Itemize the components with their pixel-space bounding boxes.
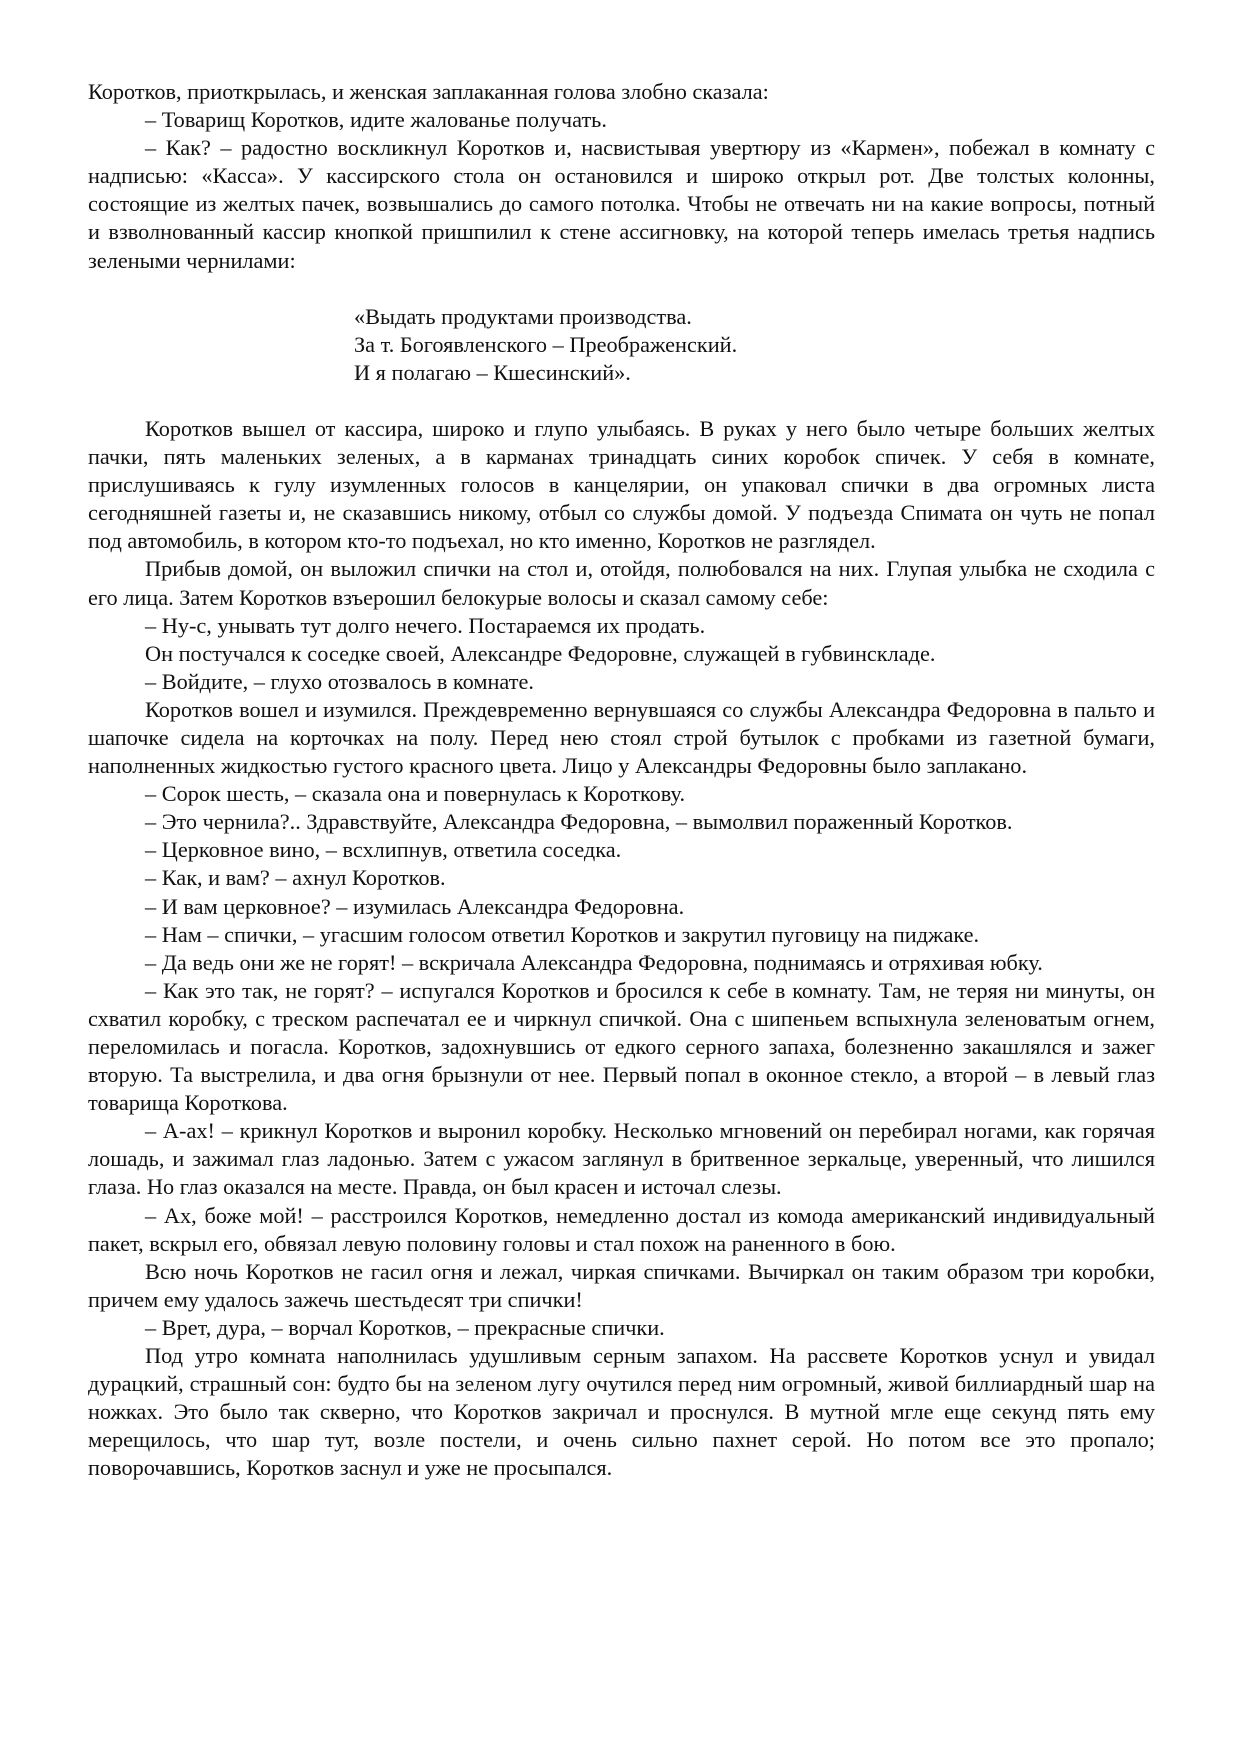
quote-line: И я полагаю – Кшесинский». <box>354 359 631 385</box>
paragraph: Коротков вошел и изумился. Преждевременно вернувшаяся со службы Александра Федоровна в пальто и шапочке сидела на корточках на полу. Перед нею стоял строй бутылок с пробками из газетной бумаги, наполненных жидкостью густого красного цвета. Лицо у Александры Федоровны было заплакано. <box>88 696 1155 779</box>
paragraph-dialogue: – Нам – спички, – угасшим голосом ответил Коротков и закрутил пуговицу на пиджаке. <box>145 921 980 947</box>
paragraph: Прибыв домой, он выложил спички на стол и, отойдя, полюбовался на них. Глупая улыбка не сходила с его лица. Затем Коротков взъерошил белокурые волосы и сказал самому себе: <box>88 556 1155 610</box>
paragraph-dialogue: – Как, и вам? – ахнул Коротков. <box>145 865 446 891</box>
paragraph-dialogue: – Сорок шесть, – сказала она и повернулась к Короткову. <box>145 781 686 807</box>
paragraph-dialogue: – Ну-с, унывать тут долго нечего. Постараемся их продать. <box>145 612 706 638</box>
paragraph-dialogue: – Да ведь они же не горят! – вскричала Александра Федоровна, поднимаясь и отряхивая юбку. <box>145 949 1043 975</box>
paragraph-dialogue: – Товарищ Коротков, идите жалованье получать. <box>145 107 607 133</box>
paragraph: – А-ах! – крикнул Коротков и выронил коробку. Несколько мгновений он перебирал ногами, как горячая лошадь, и зажимал глаз ладонью. Затем с ужасом заглянул в бритвенное зеркальце, уверенный, что лишился глаза. Но глаз оказался на месте. Правда, он был красен и источал слезы. <box>88 1118 1155 1200</box>
assignment-quote <box>354 303 1155 387</box>
paragraph: Он постучался к соседке своей, Александре Федоровне, служащей в губвинскладе. <box>145 640 936 666</box>
paragraph: – Как это так, не горят? – испугался Коротков и бросился к себе в комнату. Там, не теряя ни минуты, он схватил коробку, с треском распечатал ее и чиркнул спичкой. Она с шипеньем вспыхнула зеленоватым огнем, переломилась и погасла. Коротков, задохнувшись от едкого серного запаха, болезненно закашлялся и зажег вторую. Та выстрелила, и два огня брызнули от нее. Первый попал в оконное стекло, а второй – в левый глаз товарища Короткова. <box>88 977 1155 1116</box>
paragraph-dialogue: – Войдите, – глухо отозвалось в комнате. <box>145 668 534 694</box>
paragraph: – Ах, боже мой! – расстроился Коротков, немедленно достал из комода американский индивидуальный пакет, вскрыл его, обвязал левую половину головы и стал похож на раненного в бою. <box>88 1202 1155 1256</box>
paragraph-dialogue: – И вам церковное? – изумилась Александра Федоровна. <box>145 893 685 919</box>
quote-line: «Выдать продуктами производства. <box>354 303 692 329</box>
paragraph-dialogue: – Врет, дура, – ворчал Коротков, – прекрасные спички. <box>145 1314 665 1340</box>
paragraph-cash-desk: – Как? – радостно воскликнул Коротков и, насвистывая увертюру из «Кармен», побежал в комнату с надписью: «Касса». У кассирского стола он остановился и широко открыл рот. Две толстых колонны, состоящие из желтых пачек, возвышались до самого потолка. Чтобы не отвечать ни на какие вопросы, потный и взволнованный кассир кнопкой пришпилил к стене ассигновку, на которой теперь имелась третья надпись зелеными чернилами: <box>88 135 1155 273</box>
paragraph-dialogue: – Это чернила?.. Здравствуйте, Александра Федоровна, – вымолвил пораженный Коротков. <box>145 809 1013 835</box>
paragraph-dialogue: – Церковное вино, – всхлипнув, ответила соседка. <box>145 837 622 863</box>
document-page <box>88 78 1155 1483</box>
paragraph: Коротков вышел от кассира, широко и глупо улыбаясь. В руках у него было четыре больших желтых пачки, пять маленьких зеленых, а в карманах тринадцать синих коробок спичек. У себя в комнате, прислушиваясь к гулу изумленных голосов в канцелярии, он упаковал спички в два огромных листа сегодняшней газеты и, не сказавшись никому, отбыл со службы домой. У подъезда Спимата он чуть не попал под автомобиль, в котором кто-то подъехал, но кто именно, Коротков не разглядел. <box>88 415 1155 554</box>
paragraph-continuation: Коротков, приоткрылась, и женская заплаканная голова злобно сказала: <box>88 79 769 104</box>
paragraph: Под утро комната наполнилась удушливым серным запахом. На рассвете Коротков уснул и увидал дурацкий, страшный сон: будто бы на зеленом лугу очутился перед ним огромный, живой биллиардный шар на ножках. Это было так скверно, что Коротков закричал и проснулся. В мутной мгле еще секунд пять ему мерещилось, что шар тут, возле постели, и очень сильно пахнет серой. Но потом все это пропало; поворочавшись, Коротков заснул и уже не просыпался. <box>88 1343 1155 1481</box>
paragraph: Всю ночь Коротков не гасил огня и лежал, чиркая спичками. Вычиркал он таким образом три коробки, причем ему удалось зажечь шестьдесят три спички! <box>88 1258 1155 1312</box>
quote-line: За т. Богоявленского – Преображенский. <box>354 331 738 357</box>
